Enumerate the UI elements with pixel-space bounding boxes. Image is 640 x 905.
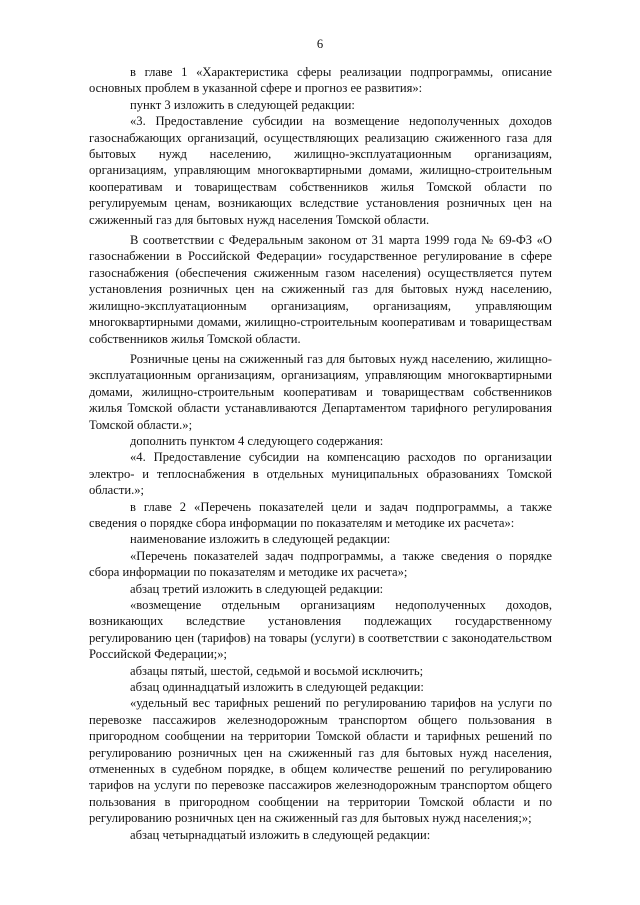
page-number: 6 [316,37,324,51]
document-body [89,64,552,843]
paragraph: «удельный вес тарифных решений по регулированию тарифов на услуги по перевозке пассажиров железнодорожным транспортом общего пользования в пригородном сообщении на территории Томской области и тарифных решений по регулированию розничных цен на сжиженный газ для бытовых нужд населения, отмененных в судебном порядке, в общем количестве решений по регулированию тарифов на услуги по перевозке пассажиров железнодорожным транспортом общего пользования в пригородном сообщении на территории Томской области и по регулированию розничных цен на сжиженный газ для бытовых нужд населения;»; [89,696,552,826]
paragraph: абзац третий изложить в следующей редакции: [130,581,384,596]
paragraph: абзацы пятый, шестой, седьмой и восьмой исключить; [130,663,424,678]
paragraph: абзац одиннадцатый изложить в следующей редакции: [130,680,424,695]
paragraph: «4. Предоставление субсидии на компенсацию расходов по организации электро- и теплоснабжения в отдельных муниципальных образованиях Томской области.»; [89,450,552,498]
paragraph: в главе 2 «Перечень показателей цели и задач подпрограммы, а также сведения о порядке сбора информации по показателям и методике их расчета»: [89,499,552,530]
paragraph: наименование изложить в следующей редакции: [130,532,391,547]
paragraph: В соответствии с Федеральным законом от 31 марта 1999 года № 69-ФЗ «О газоснабжении в Российской Федерации» государственное регулирование в сфере газоснабжения (обеспечения сжиженным газом населения) осуществляется путем установления розничных цен на сжиженный газ для бытовых нужд населению, жилищно-эксплуатационным организациям, организациям, управляющим многоквартирными домами, жилищно-строительным кооперативам и товариществам собственников жилья Томской области. [89,233,552,346]
paragraph: в главе 1 «Характеристика сферы реализации подпрограммы, описание основных проблем в указанной сфере и прогноз ее развития»: [89,65,552,96]
paragraph: пункт 3 изложить в следующей редакции: [130,97,355,112]
paragraph: дополнить пунктом 4 следующего содержания: [130,433,384,448]
paragraph: «возмещение отдельным организациям недополученных доходов, возникающих вследствие установления подлежащих государственному регулированию цен (тарифов) на товары (услуги) в соответствии с законодательством Российской Федерации;»; [89,598,552,662]
paragraph: «Перечень показателей задач подпрограммы, а также сведения о порядке сбора информации по показателям и методике их расчета»; [89,548,552,580]
paragraph: «3. Предоставление субсидии на возмещение недополученных доходов газоснабжающих организаций, осуществляющих реализацию сжиженного газа для бытовых нужд населению, жилищно-эксплуатационным организациям, организациям, управляющим многоквартирными домами, жилищно-строительным кооперативам и товариществам собственников жилья Томской области по регулируемым ценам, возникающих вследствие установления розничных цен на сжиженный газ для бытовых нужд населения Томской области. [89,114,552,227]
paragraph: абзац четырнадцатый изложить в следующей редакции: [130,827,431,842]
paragraph: Розничные цены на сжиженный газ для бытовых нужд населению, жилищно-эксплуатационным организациям, организациям, управляющим многоквартирными домами, жилищно-строительным кооперативам и товариществам собственников жилья Томской области устанавливаются Департаментом тарифного регулирования Томской области.»; [89,351,552,432]
